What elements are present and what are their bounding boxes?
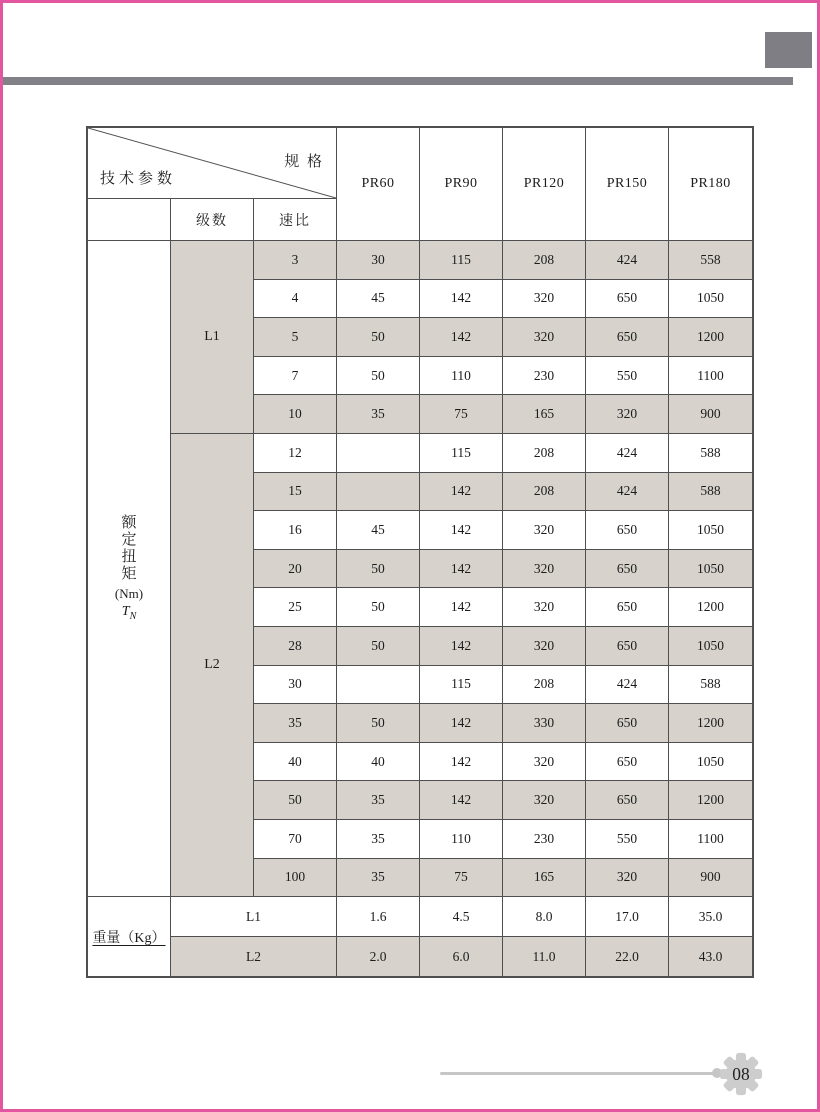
torque-value-cell: 1100	[669, 357, 752, 395]
weight-section-label: 重量（Kg）	[88, 897, 170, 976]
subheader-ratio: 速比	[254, 199, 336, 240]
torque-value-cell: 320	[503, 588, 585, 626]
ratio-cell: 28	[254, 627, 336, 665]
torque-value-cell: 30	[337, 241, 419, 279]
ratio-cell: 4	[254, 280, 336, 318]
weight-value-cell: 8.0	[503, 897, 585, 936]
torque-value-cell: 75	[420, 395, 502, 433]
torque-value-cell: 208	[503, 473, 585, 511]
corner-label-tech-params: 技术参数	[100, 171, 177, 187]
ratio-cell: 3	[254, 241, 336, 279]
column-header-pr90: PR90	[420, 128, 502, 240]
ratio-cell: 15	[254, 473, 336, 511]
torque-value-cell: 45	[337, 511, 419, 549]
torque-value-cell: 320	[503, 743, 585, 781]
torque-value-cell: 142	[420, 743, 502, 781]
ratio-cell: 20	[254, 550, 336, 588]
stage-group-label: L2	[171, 434, 253, 896]
ratio-cell: 25	[254, 588, 336, 626]
ratio-cell: 40	[254, 743, 336, 781]
corner-label-spec: 规 格	[284, 154, 324, 170]
top-divider-bar	[3, 77, 793, 85]
ratio-cell: 10	[254, 395, 336, 433]
torque-value-cell: 110	[420, 357, 502, 395]
torque-value-cell: 1200	[669, 318, 752, 356]
weight-stage-cell: L1	[171, 897, 336, 936]
ratio-cell: 100	[254, 859, 336, 897]
torque-value-cell: 35	[337, 395, 419, 433]
stage-group-label: L1	[171, 241, 253, 433]
torque-value-cell: 35	[337, 859, 419, 897]
torque-value-cell: 558	[669, 241, 752, 279]
torque-value-cell: 142	[420, 627, 502, 665]
torque-value-cell: 50	[337, 704, 419, 742]
torque-value-cell: 40	[337, 743, 419, 781]
torque-value-cell: 900	[669, 859, 752, 897]
torque-value-cell: 208	[503, 434, 585, 472]
torque-value-cell: 208	[503, 241, 585, 279]
gear-icon	[719, 1052, 763, 1096]
torque-value-cell: 142	[420, 781, 502, 819]
torque-value-cell: 650	[586, 588, 668, 626]
torque-value-cell: 165	[503, 395, 585, 433]
torque-value-cell: 142	[420, 318, 502, 356]
torque-value-cell: 320	[586, 859, 668, 897]
torque-value-cell: 142	[420, 280, 502, 318]
spec-table	[86, 126, 754, 978]
torque-value-cell: 1200	[669, 781, 752, 819]
torque-value-cell: 1050	[669, 743, 752, 781]
torque-value-cell: 550	[586, 357, 668, 395]
torque-value-cell: 208	[503, 666, 585, 704]
torque-value-cell: 330	[503, 704, 585, 742]
torque-value-cell: 142	[420, 511, 502, 549]
torque-value-cell: 45	[337, 280, 419, 318]
torque-value-cell: 320	[503, 511, 585, 549]
torque-value-cell: 1050	[669, 511, 752, 549]
torque-value-cell: 650	[586, 627, 668, 665]
weight-value-cell: 43.0	[669, 937, 752, 976]
torque-value-cell: 142	[420, 550, 502, 588]
torque-value-cell: 900	[669, 395, 752, 433]
torque-value-cell: 550	[586, 820, 668, 858]
torque-value-cell: 35	[337, 781, 419, 819]
weight-value-cell: 6.0	[420, 937, 502, 976]
torque-value-cell: 230	[503, 357, 585, 395]
torque-value-cell: 1200	[669, 704, 752, 742]
torque-value-cell	[337, 473, 419, 511]
torque-value-cell: 650	[586, 318, 668, 356]
weight-value-cell: 4.5	[420, 897, 502, 936]
torque-value-cell: 320	[503, 627, 585, 665]
torque-value-cell: 424	[586, 473, 668, 511]
torque-value-cell: 50	[337, 588, 419, 626]
torque-value-cell: 35	[337, 820, 419, 858]
ratio-cell: 7	[254, 357, 336, 395]
torque-value-cell: 1050	[669, 627, 752, 665]
ratio-cell: 12	[254, 434, 336, 472]
torque-value-cell: 142	[420, 473, 502, 511]
torque-value-cell: 1100	[669, 820, 752, 858]
torque-value-cell: 115	[420, 666, 502, 704]
column-header-pr180: PR180	[669, 128, 752, 240]
torque-value-cell: 142	[420, 588, 502, 626]
torque-value-cell: 424	[586, 241, 668, 279]
ratio-cell: 70	[254, 820, 336, 858]
torque-symbol: $T_N$	[121, 604, 137, 623]
torque-value-cell: 50	[337, 318, 419, 356]
ratio-cell: 35	[254, 704, 336, 742]
torque-value-cell: 230	[503, 820, 585, 858]
torque-value-cell: 320	[503, 318, 585, 356]
page-number: 08	[732, 1064, 750, 1084]
torque-value-cell: 650	[586, 781, 668, 819]
torque-value-cell: 650	[586, 743, 668, 781]
torque-value-cell: 650	[586, 280, 668, 318]
torque-value-cell: 320	[503, 280, 585, 318]
subheader-empty-cell	[88, 199, 170, 240]
weight-value-cell: 17.0	[586, 897, 668, 936]
torque-value-cell: 165	[503, 859, 585, 897]
torque-value-cell: 424	[586, 434, 668, 472]
weight-value-cell: 11.0	[503, 937, 585, 976]
torque-value-cell: 424	[586, 666, 668, 704]
column-header-pr120: PR120	[503, 128, 585, 240]
ratio-cell: 50	[254, 781, 336, 819]
torque-unit: (Nm)	[114, 586, 144, 601]
torque-value-cell: 115	[420, 241, 502, 279]
ratio-cell: 16	[254, 511, 336, 549]
subheader-stage: 级数	[171, 199, 253, 240]
torque-value-cell: 650	[586, 511, 668, 549]
torque-value-cell: 1200	[669, 588, 752, 626]
rated-torque-chars: 额 定 扭 矩	[121, 515, 137, 582]
torque-value-cell: 142	[420, 704, 502, 742]
torque-value-cell: 1050	[669, 550, 752, 588]
ratio-cell: 30	[254, 666, 336, 704]
torque-value-cell	[337, 666, 419, 704]
torque-value-cell: 588	[669, 666, 752, 704]
torque-value-cell: 650	[586, 550, 668, 588]
weight-value-cell: 2.0	[337, 937, 419, 976]
torque-value-cell: 320	[503, 781, 585, 819]
column-header-pr150: PR150	[586, 128, 668, 240]
footer-rule	[440, 1072, 716, 1075]
rated-torque-label	[88, 241, 170, 896]
column-header-pr60: PR60	[337, 128, 419, 240]
torque-value-cell: 320	[586, 395, 668, 433]
torque-value-cell: 588	[669, 473, 752, 511]
torque-value-cell: 1050	[669, 280, 752, 318]
weight-value-cell: 22.0	[586, 937, 668, 976]
torque-value-cell: 50	[337, 550, 419, 588]
torque-value-cell: 75	[420, 859, 502, 897]
torque-value-cell	[337, 434, 419, 472]
torque-value-cell: 115	[420, 434, 502, 472]
torque-value-cell: 320	[503, 550, 585, 588]
weight-value-cell: 1.6	[337, 897, 419, 936]
weight-stage-cell: L2	[171, 937, 336, 976]
torque-value-cell: 50	[337, 627, 419, 665]
torque-value-cell: 110	[420, 820, 502, 858]
weight-value-cell: 35.0	[669, 897, 752, 936]
top-right-accent-square	[765, 32, 812, 68]
torque-value-cell: 650	[586, 704, 668, 742]
torque-value-cell: 588	[669, 434, 752, 472]
torque-value-cell: 50	[337, 357, 419, 395]
ratio-cell: 5	[254, 318, 336, 356]
table-corner-cell	[88, 128, 336, 198]
